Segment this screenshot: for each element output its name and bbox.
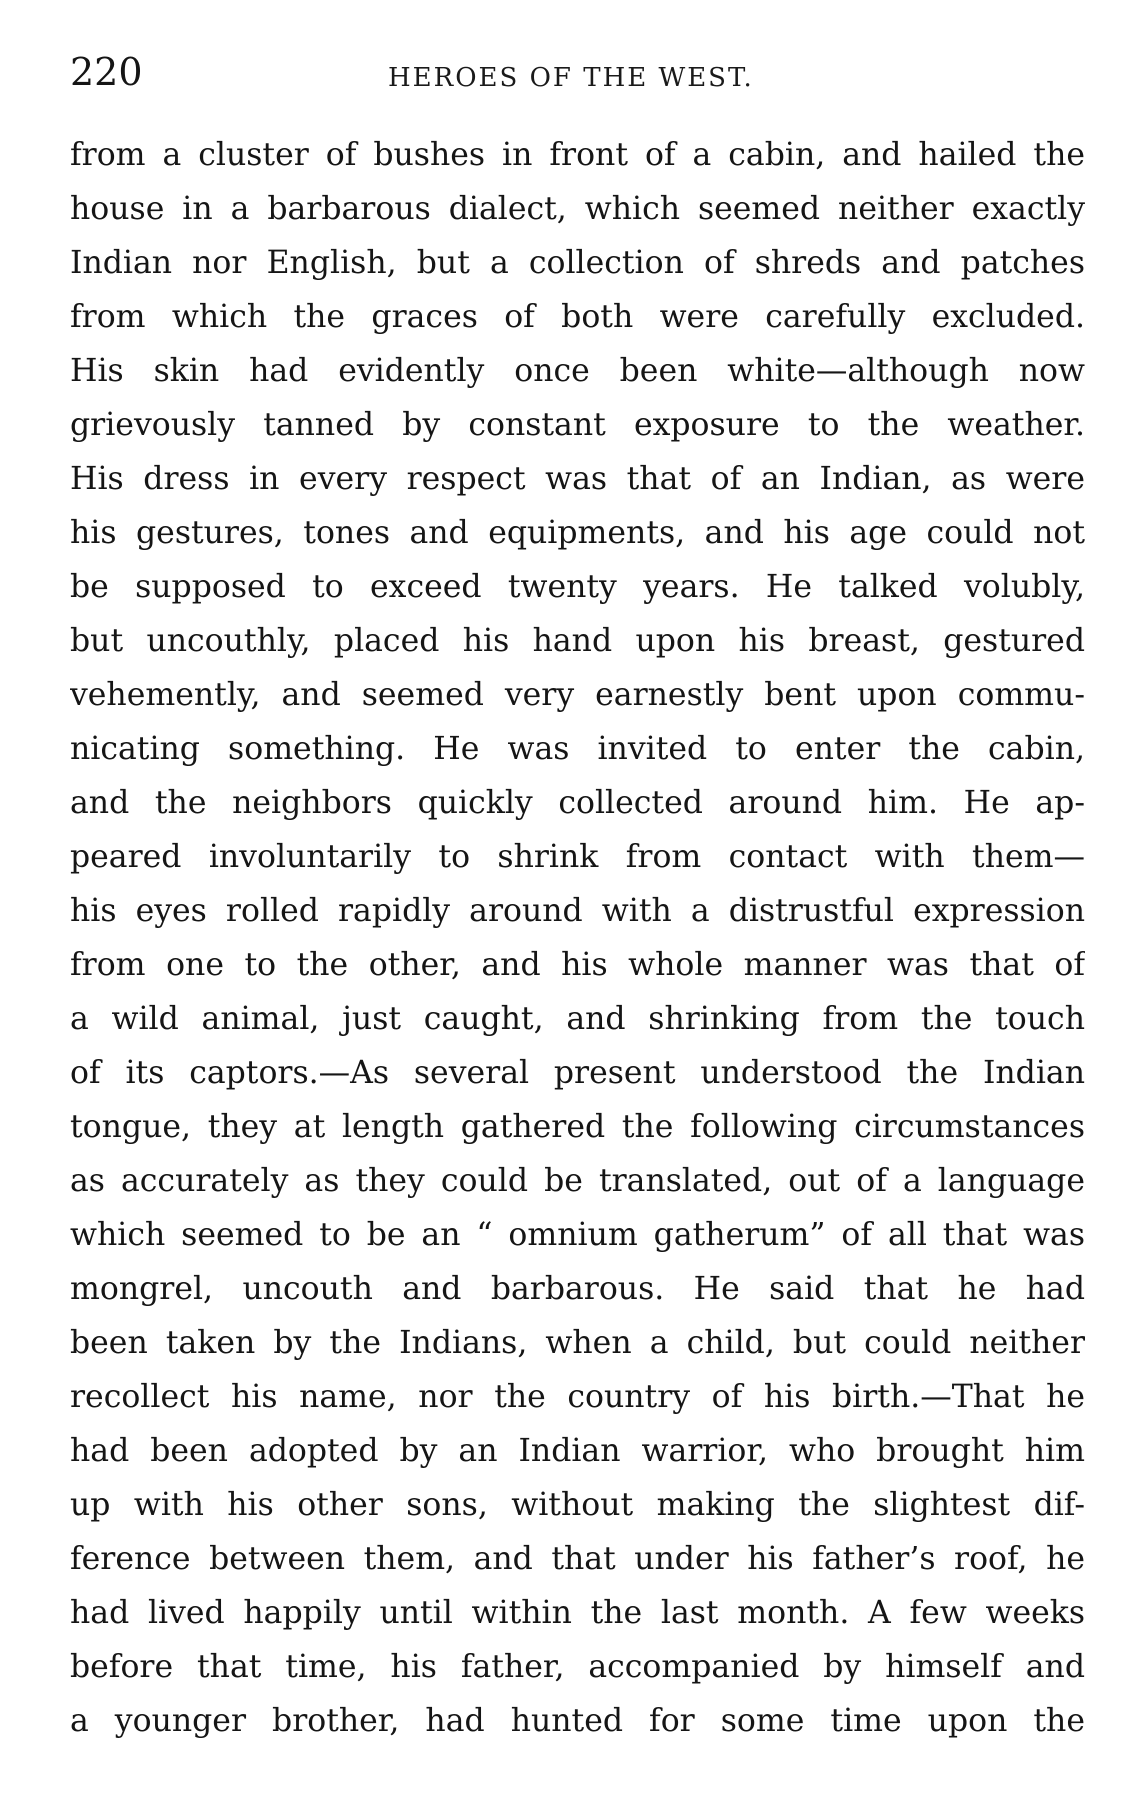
text-line: house in a barbarous dialect, which seemed neither exactly (70, 191, 1085, 227)
text-line: be supposed to exceed twenty years. He talked volubly, (70, 569, 1085, 605)
text-line: which seemed to be an “ omnium gatherum” of all that was (70, 1217, 1085, 1253)
body-text (70, 128, 1085, 1748)
running-head: HEROES OF THE WEST. (388, 63, 754, 93)
text-line: mongrel, uncouth and barbarous. He said that he had (70, 1271, 1085, 1307)
page-number: 220 (70, 50, 143, 94)
text-line: as accurately as they could be translated, out of a language (70, 1163, 1085, 1199)
text-line: his gestures, tones and equipments, and his age could not (70, 515, 1085, 551)
text-line: His dress in every respect was that of an Indian, as were (70, 461, 1085, 497)
text-line: His skin had evidently once been white—although now (70, 353, 1085, 389)
text-line: up with his other sons, without making the slightest dif- (70, 1487, 1085, 1523)
text-line: been taken by the Indians, when a child, but could neither (70, 1325, 1085, 1361)
text-line: grievously tanned by constant exposure to the weather. (70, 407, 1085, 443)
text-line: before that time, his father, accompanied by himself and (70, 1649, 1085, 1685)
text-line: his eyes rolled rapidly around with a distrustful expression (70, 893, 1085, 929)
text-line: from which the graces of both were carefully excluded. (70, 299, 1085, 335)
text-line: nicating something. He was invited to enter the cabin, (70, 731, 1085, 767)
text-line: and the neighbors quickly collected around him. He ap- (70, 785, 1085, 821)
text-line: a younger brother, had hunted for some time upon the (70, 1703, 1085, 1739)
text-line: vehemently, and seemed very earnestly bent upon commu- (70, 677, 1085, 713)
text-line: recollect his name, nor the country of his birth.—That he (70, 1379, 1085, 1415)
text-line: tongue, they at length gathered the following circumstances (70, 1109, 1085, 1145)
text-line: ference between them, and that under his father’s roof, he (70, 1541, 1085, 1577)
text-line: a wild animal, just caught, and shrinking from the touch (70, 1001, 1085, 1037)
text-line: had lived happily until within the last month. A few weeks (70, 1595, 1085, 1631)
text-line: Indian nor English, but a collection of shreds and patches (70, 245, 1085, 281)
page-header (70, 42, 1085, 102)
text-line: of its captors.—As several present understood the Indian (70, 1055, 1085, 1091)
text-line: had been adopted by an Indian warrior, who brought him (70, 1433, 1085, 1469)
text-line: from a cluster of bushes in front of a cabin, and hailed the (70, 137, 1085, 173)
text-line: but uncouthly, placed his hand upon his breast, gestured (70, 623, 1085, 659)
text-line: peared involuntarily to shrink from contact with them— (70, 839, 1085, 875)
text-line: from one to the other, and his whole manner was that of (70, 947, 1085, 983)
